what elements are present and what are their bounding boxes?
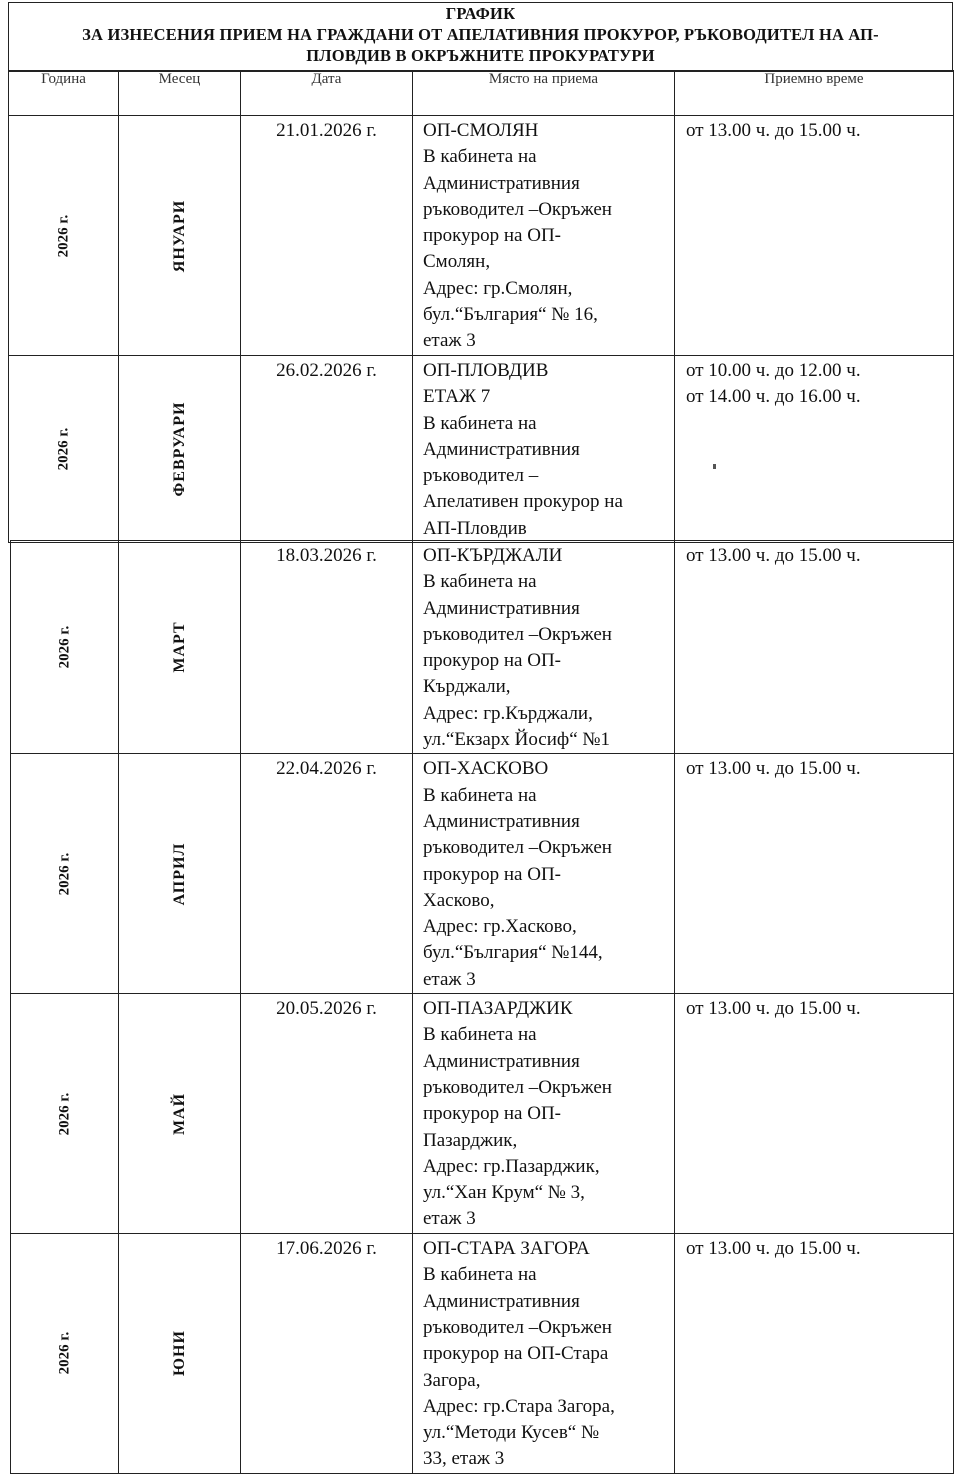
place-line: 33, етаж 3 — [423, 1448, 505, 1470]
year-label: 2026 г. — [56, 852, 72, 896]
year-label: 2026 г. — [56, 1092, 72, 1135]
place-line: прокурор на ОП-Стара — [423, 1343, 609, 1365]
year-cell — [11, 541, 119, 754]
month-cell — [119, 116, 241, 356]
month-cell — [119, 541, 241, 754]
place-line: Адрес: гр.Хасково, — [423, 916, 577, 938]
place-line: ЕТАЖ 7 — [423, 386, 491, 408]
place-line: ОП-ПАЗАРДЖИК — [423, 998, 573, 1020]
month-cell — [119, 754, 241, 994]
place-line: етаж 3 — [423, 968, 476, 990]
header-time: Приемно време — [675, 71, 954, 116]
month-label: МАРТ — [170, 621, 188, 673]
schedule-table-bottom — [10, 540, 954, 1474]
year-label: 2026 г. — [55, 214, 71, 257]
place-line: прокурор на ОП- — [423, 1103, 562, 1125]
place-cell — [413, 356, 675, 543]
table-row — [11, 994, 954, 1234]
time-line: от 10.00 ч. до 12.00 ч. — [686, 360, 861, 381]
time-line: от 13.00 ч. до 15.00 ч. — [686, 998, 861, 1020]
month-cell — [119, 356, 241, 543]
date-cell: 18.03.2026 г. — [241, 541, 413, 754]
place-line: Адрес: гр.Стара Загора, — [423, 1395, 615, 1417]
place-line: бул.“България“ №144, — [423, 942, 603, 964]
place-line: Пазарджик, — [423, 1129, 518, 1151]
year-cell — [11, 1234, 119, 1474]
table-row — [9, 116, 954, 356]
place-line: Смолян, — [423, 251, 491, 273]
place-line: бул.“България“ № 16, — [423, 304, 598, 326]
year-label: 2026 г. — [56, 625, 72, 669]
time-cell — [675, 994, 954, 1234]
place-line: Административния — [423, 438, 580, 460]
date-cell: 22.04.2026 г. — [241, 754, 413, 994]
place-line: ръководител –Окръжен — [423, 1076, 612, 1098]
time-line: от 13.00 ч. до 15.00 ч. — [686, 545, 861, 566]
place-cell — [413, 541, 675, 754]
place-line: Апелативен прокурор на — [423, 491, 623, 513]
table-row — [11, 541, 954, 754]
time-line: от 13.00 ч. до 15.00 ч. — [686, 120, 861, 141]
month-label: ЮНИ — [170, 1330, 188, 1377]
place-line: Административния — [423, 597, 580, 619]
place-line: ОП-СТАРА ЗАГОРА — [423, 1238, 590, 1260]
title-subheading-line1: ЗА ИЗНЕСЕНИЯ ПРИЕМ НА ГРАЖДАНИ ОТ АПЕЛАТИВНИЯ ПРОКУРОР, РЪКОВОДИТЕЛ НА АП- — [82, 25, 879, 44]
date-cell: 26.02.2026 г. — [241, 356, 413, 543]
place-line: Административния — [423, 1050, 580, 1072]
place-line: прокурор на ОП- — [423, 225, 562, 247]
place-line: Адрес: гр.Кърджали, — [423, 702, 593, 724]
place-line: Административния — [423, 1290, 580, 1312]
month-label: АПРИЛ — [170, 842, 188, 906]
table-row — [11, 754, 954, 994]
place-line: Административния — [423, 810, 580, 832]
place-line: ОП-ХАСКОВО — [423, 758, 549, 780]
place-line: В кабинета на — [423, 571, 537, 593]
table-row — [11, 1234, 954, 1474]
place-line: В кабинета на — [423, 784, 537, 806]
place-line: ул.“Методи Кусев“ № — [423, 1422, 600, 1444]
year-label: 2026 г. — [55, 427, 71, 471]
year-label: 2026 г. — [56, 1332, 72, 1375]
month-cell — [119, 1234, 241, 1474]
month-label: МАЙ — [170, 1092, 188, 1135]
place-line: Адрес: гр.Смолян, — [423, 277, 573, 299]
place-line: В кабинета на — [423, 412, 537, 434]
table-header-row — [9, 71, 954, 116]
time-cell — [675, 1234, 954, 1474]
time-cell — [675, 541, 954, 754]
place-line: Адрес: гр.Пазарджик, — [423, 1155, 600, 1177]
place-line: етаж 3 — [423, 1208, 476, 1230]
header-month: Месец — [119, 71, 241, 116]
time-line: от 13.00 ч. до 15.00 ч. — [686, 1238, 861, 1260]
place-line: В кабинета на — [423, 1024, 537, 1046]
year-cell — [9, 356, 119, 543]
title-block — [8, 2, 953, 72]
month-label: ФЕВРУАРИ — [170, 401, 188, 497]
place-line: ръководител – — [423, 465, 539, 487]
place-line: ОП-КЪРДЖАЛИ — [423, 545, 563, 566]
title-heading: ГРАФИК — [445, 4, 516, 23]
header-year: Година — [9, 71, 119, 116]
place-line: ул.“Хан Крум“ № 3, — [423, 1182, 585, 1204]
place-line: Административния — [423, 172, 580, 194]
place-line: ОП-СМОЛЯН — [423, 120, 539, 141]
header-place: Място на приема — [413, 71, 675, 116]
place-line: прокурор на ОП- — [423, 863, 562, 885]
time-cell — [675, 356, 954, 543]
year-cell — [9, 116, 119, 356]
time-line: от 13.00 ч. до 15.00 ч. — [686, 758, 861, 780]
place-line: ръководител –Окръжен — [423, 1316, 612, 1338]
month-cell — [119, 994, 241, 1234]
place-cell — [413, 116, 675, 356]
place-line: АП-Пловдив — [423, 517, 527, 539]
place-line: прокурор на ОП- — [423, 650, 562, 672]
place-line: ръководител –Окръжен — [423, 198, 612, 220]
time-cell — [675, 116, 954, 356]
date-cell: 17.06.2026 г. — [241, 1234, 413, 1474]
place-line: Хасково, — [423, 889, 495, 911]
place-line: В кабинета на — [423, 1264, 537, 1286]
month-label: ЯНУАРИ — [170, 199, 188, 272]
place-line: Загора, — [423, 1369, 481, 1391]
time-cell — [675, 754, 954, 994]
place-line: ул.“Екзарх Йосиф“ №1 — [423, 729, 611, 751]
header-date: Дата — [241, 71, 413, 116]
year-cell — [11, 754, 119, 994]
place-line: В кабинета на — [423, 146, 537, 168]
place-cell — [413, 994, 675, 1234]
place-line: Кърджали, — [423, 676, 511, 698]
table-row — [9, 356, 954, 543]
place-cell — [413, 1234, 675, 1474]
place-line: ръководител –Окръжен — [423, 837, 612, 859]
place-line: етаж 3 — [423, 330, 476, 352]
place-line: ОП-ПЛОВДИВ — [423, 360, 549, 381]
schedule-table-top — [8, 70, 954, 543]
title-subheading-line2: ПЛОВДИВ В ОКРЪЖНИТЕ ПРОКУРАТУРИ — [306, 46, 655, 65]
time-line: от 14.00 ч. до 16.00 ч. — [686, 386, 861, 408]
date-cell: 20.05.2026 г. — [241, 994, 413, 1234]
year-cell — [11, 994, 119, 1234]
place-cell — [413, 754, 675, 994]
place-line: ръководител –Окръжен — [423, 623, 612, 645]
date-cell: 21.01.2026 г. — [241, 116, 413, 356]
scan-speck — [713, 464, 716, 469]
